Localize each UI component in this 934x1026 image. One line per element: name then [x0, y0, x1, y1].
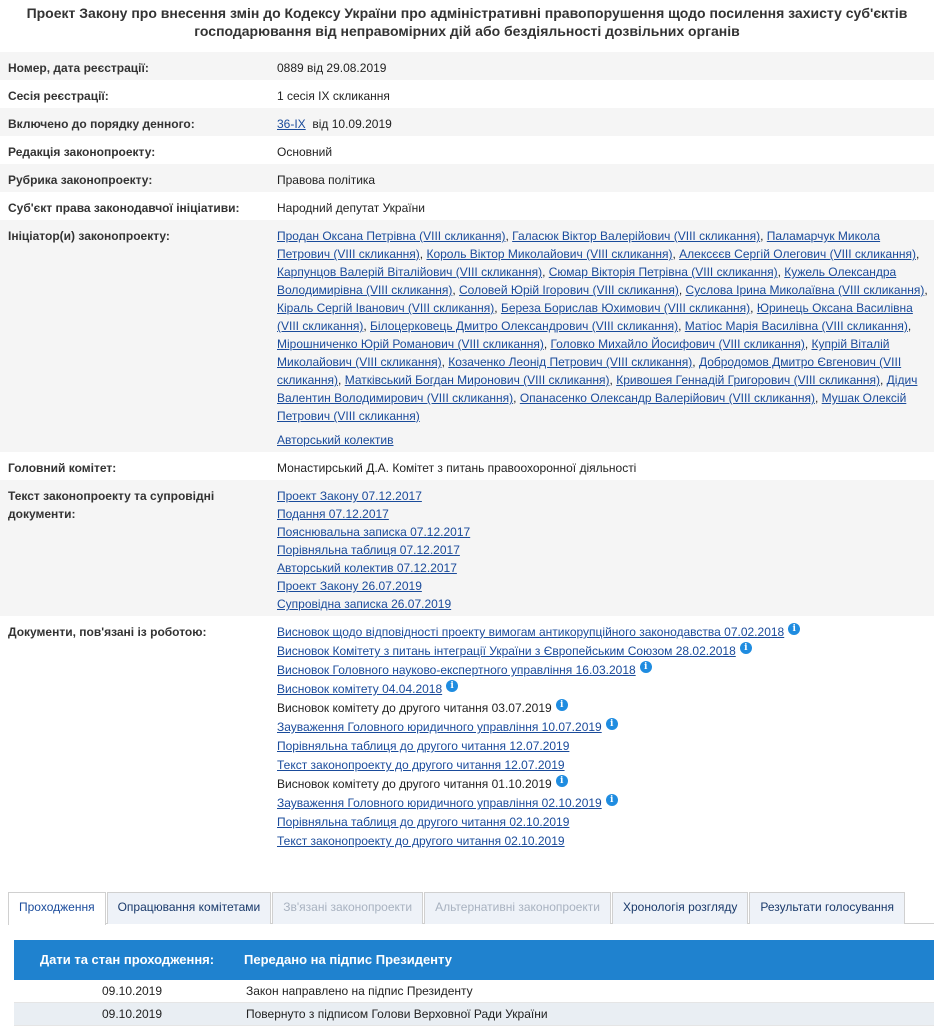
initiators-list: Продан Оксана Петрівна (VIII скликання), Галасюк Віктор Валерійович (VIII скликання), Паламарчук Микола Петрович (VIII скликання), Король Віктор Миколайович (VIII скликання), Алексєєв Сергій Олегович (VIII скликання), Карпунцов Валерій Віталійович (VIII скликання), Сюмар Вікторія Петрівна (VIII скликання), Кужель Олександра Володимирівна (VIII скликання), Соловей Юрій Ігорович (VIII скликання), Суслова Ірина Миколаївна (VIII скликання), Кіраль Сергій Іванович (VIII скликання), Береза Борислав Юхимович (VIII скликання), Юринець Оксана Василівна (VIII скликання), Білоцерковець Дмитро Олександрович (VIII скликання), Матіос Марія Василівна (VIII скликання), Мірошниченко Юрій Романович (VIII скликання), Головко Михайло Йосифович (VIII скликання), Купрій Віталій Миколайович (VIII скликання), Козаченко Леонід Петрович (VIII скликання), Добродомов Дмитро Євгенович (VIII скликання), Матківський Богдан Миронович (VIII скликання), Кривошея Геннадій Григорович (VIII скликання), Дідич Валентин Володимирович (VIII скликання), Опанасенко Олександр Валерійович (VIII скликання), Мушак Олексій Петрович (VIII скликання) — [277, 229, 928, 423]
info-icon[interactable]: i — [606, 794, 618, 806]
doc-item — [277, 737, 934, 756]
texts-label: Текст законопроекту та супровідні документи: — [8, 489, 215, 521]
tabs-container — [0, 892, 934, 1026]
info-icon[interactable]: i — [446, 680, 458, 692]
initiator-link[interactable]: Козаченко Леонід Петрович (VIII скликання) — [448, 355, 693, 369]
initiator-link[interactable]: Мірошниченко Юрій Романович (VIII скликання) — [277, 337, 544, 351]
tab-3: Альтернативні законопроекти — [424, 892, 611, 924]
initiator-link[interactable]: Добродомов Дмитро Євгенович (VIII скликання) — [277, 355, 902, 387]
doc-link[interactable]: Текст законопроекту до другого читання 02.10.2019 — [277, 834, 565, 848]
passage-event: Закон направлено на підпис Президенту — [246, 984, 473, 998]
docs-row — [0, 616, 934, 854]
texts-row — [0, 480, 934, 616]
initiator-link[interactable]: Дідич Валентин Володимирович (VIII скликання) — [277, 373, 918, 405]
passage-header-label: Дати та стан проходження: — [39, 952, 215, 967]
initiator-link[interactable]: Білоцерковець Дмитро Олександрович (VIII скликання) — [370, 319, 679, 333]
initiator-link[interactable]: Галасюк Віктор Валерійович (VIII скликання) — [512, 229, 761, 243]
doc-link[interactable]: Порівняльна таблиця до другого читання 12.07.2019 — [277, 739, 570, 753]
info-icon[interactable]: i — [788, 623, 800, 635]
agenda-row — [0, 108, 934, 136]
initiator-link[interactable]: Головко Михайло Йосифович (VIII скликання) — [550, 337, 805, 351]
text-document-link[interactable]: Порівняльна таблиця 07.12.2017 — [277, 543, 460, 557]
initiator-link[interactable]: Продан Оксана Петрівна (VIII скликання) — [277, 229, 506, 243]
texts-list — [270, 487, 934, 613]
passage-status: Передано на підпис Президенту — [244, 952, 452, 967]
initiator-link[interactable]: Юринець Оксана Василівна (VIII скликання) — [277, 301, 913, 333]
doc-item — [277, 623, 934, 642]
edition-row — [0, 136, 934, 164]
passage-date: 09.10.2019 — [101, 984, 163, 998]
agenda-date: від 10.09.2019 — [312, 117, 392, 131]
agenda-value — [270, 115, 934, 133]
initiator-link[interactable]: Король Віктор Миколайович (VIII скликання) — [426, 247, 673, 261]
text-document-link[interactable]: Пояснювальна записка 07.12.2017 — [277, 525, 471, 539]
doc-item — [277, 832, 934, 851]
tab-bar — [8, 892, 934, 924]
text-document-link[interactable]: Супровідна записка 26.07.2019 — [277, 597, 452, 611]
doc-link[interactable]: Порівняльна таблиця до другого читання 02.10.2019 — [277, 815, 570, 829]
initiator-link[interactable]: Купрій Віталій Миколайович (VIII скликання) — [277, 337, 890, 369]
text-document-link[interactable]: Проект Закону 26.07.2019 — [277, 579, 422, 593]
doc-item — [277, 699, 934, 718]
rubric-row — [0, 164, 934, 192]
subject-row — [0, 192, 934, 220]
doc-link[interactable]: Висновок комітету 04.04.2018 — [277, 682, 443, 696]
doc-item — [277, 756, 934, 775]
bill-info — [0, 52, 934, 854]
doc-item — [277, 794, 934, 813]
tab-5[interactable]: Результати голосування — [749, 892, 905, 924]
reg-row — [0, 52, 934, 80]
initiator-link[interactable]: Кривошея Геннадій Григорович (VIII скликання) — [616, 373, 880, 387]
initiators-row — [0, 220, 934, 452]
initiator-link[interactable]: Суслова Ірина Миколаївна (VIII скликання) — [685, 283, 925, 297]
passage-row — [14, 1003, 934, 1026]
info-icon[interactable]: i — [556, 775, 568, 787]
passage-date: 09.10.2019 — [101, 1007, 163, 1021]
initiator-link[interactable]: Соловей Юрій Ігорович (VIII скликання) — [459, 283, 679, 297]
rubric-value: Правова політика — [277, 173, 376, 187]
initiator-link[interactable]: Матіос Марія Василівна (VIII скликання) — [684, 319, 908, 333]
agenda-label: Включено до порядку денного: — [8, 117, 195, 131]
doc-item — [277, 813, 934, 832]
initiator-link[interactable]: Кіраль Сергій Іванович (VIII скликання) — [277, 301, 495, 315]
docs-label: Документи, пов'язані із роботою: — [8, 625, 207, 639]
passage-header — [14, 940, 934, 980]
subject-value: Народний депутат України — [277, 201, 425, 215]
text-document-link[interactable]: Подання 07.12.2017 — [277, 507, 389, 521]
edition-label: Редакція законопроекту: — [8, 145, 156, 159]
initiators-label: Ініціатор(и) законопроекту: — [8, 229, 170, 243]
info-icon[interactable]: i — [606, 718, 618, 730]
passage-panel — [14, 940, 934, 1026]
session-row — [0, 80, 934, 108]
doc-item — [277, 661, 934, 680]
committee-label: Головний комітет: — [8, 461, 117, 475]
page-title: Проект Закону про внесення змін до Кодексу України про адміністративні правопорушення щодо посилення захисту суб'єктів господарювання від неправомірних дій або бездіяльності дозвільних органів — [26, 5, 908, 39]
doc-link[interactable]: Текст законопроекту до другого читання 12.07.2019 — [277, 758, 565, 772]
authors-link[interactable]: Авторський колектив — [277, 433, 394, 447]
initiator-link[interactable]: Карпунцов Валерій Віталійович (VIII скликання) — [277, 265, 543, 279]
doc-link[interactable]: Зауваження Головного юридичного управління 10.07.2019 — [277, 720, 602, 734]
doc-link[interactable]: Висновок Головного науково-експертного управління 16.03.2018 — [277, 663, 636, 677]
initiator-link[interactable]: Береза Борислав Юхимович (VIII скликання) — [500, 301, 751, 315]
reg-value: 0889 від 29.08.2019 — [277, 61, 387, 75]
edition-value: Основний — [277, 145, 333, 159]
doc-item — [277, 680, 934, 699]
info-icon[interactable]: i — [556, 699, 568, 711]
committee-value: Монастирський Д.А. Комітет з питань правоохоронної діяльності — [277, 461, 637, 475]
info-icon[interactable]: i — [640, 661, 652, 673]
passage-row — [14, 980, 934, 1003]
passage-rows — [14, 980, 934, 1026]
reg-label: Номер, дата реєстрації: — [8, 61, 149, 75]
doc-text: Висновок комітету до другого читання 01.10.2019 — [277, 777, 552, 791]
tab-4[interactable]: Хронологія розгляду — [612, 892, 748, 924]
passage-event: Повернуто з підписом Голови Верховної Ради України — [246, 1007, 548, 1021]
initiator-link[interactable]: Алексєєв Сергій Олегович (VIII скликання) — [679, 247, 916, 261]
initiator-link[interactable]: Опанасенко Олександр Валерійович (VIII скликання) — [519, 391, 815, 405]
initiator-link[interactable]: Кужель Олександра Володимирівна (VIII скликання) — [277, 265, 897, 297]
tab-0[interactable]: Проходження — [8, 892, 106, 925]
tab-2: Зв'язані законопроекти — [272, 892, 423, 924]
agenda-link[interactable]: 36-IX — [277, 117, 306, 131]
initiator-link[interactable]: Мушак Олексій Петрович (VIII скликання) — [277, 391, 907, 423]
session-value: 1 сесія IX скликання — [277, 89, 390, 103]
initiator-link[interactable]: Сюмар Вікторія Петрівна (VIII скликання) — [548, 265, 778, 279]
initiator-link[interactable]: Паламарчук Микола Петрович (VIII скликання) — [277, 229, 881, 261]
doc-item — [277, 775, 934, 794]
tab-1[interactable]: Опрацювання комітетами — [107, 892, 272, 924]
text-document-link[interactable]: Авторський колектив 07.12.2017 — [277, 561, 457, 575]
doc-text: Висновок комітету до другого читання 03.07.2019 — [277, 701, 552, 715]
committee-row — [0, 452, 934, 480]
doc-link[interactable]: Висновок Комітету з питань інтеграції України з Європейським Союзом 28.02.2018 — [277, 644, 736, 658]
initiator-link[interactable]: Матківський Богдан Миронович (VIII скликання) — [344, 373, 610, 387]
session-label: Сесія реєстрації: — [8, 89, 109, 103]
text-document-link[interactable]: Проект Закону 07.12.2017 — [277, 489, 422, 503]
rubric-label: Рубрика законопроекту: — [8, 173, 153, 187]
docs-list — [270, 623, 934, 851]
doc-link[interactable]: Зауваження Головного юридичного управління 02.10.2019 — [277, 796, 602, 810]
doc-item — [277, 642, 934, 661]
doc-link[interactable]: Висновок щодо відповідності проекту вимогам антикорупційного законодавства 07.02.2018 — [277, 625, 785, 639]
info-icon[interactable]: i — [740, 642, 752, 654]
subject-label: Суб'єкт права законодавчої ініціативи: — [8, 201, 240, 215]
doc-item — [277, 718, 934, 737]
